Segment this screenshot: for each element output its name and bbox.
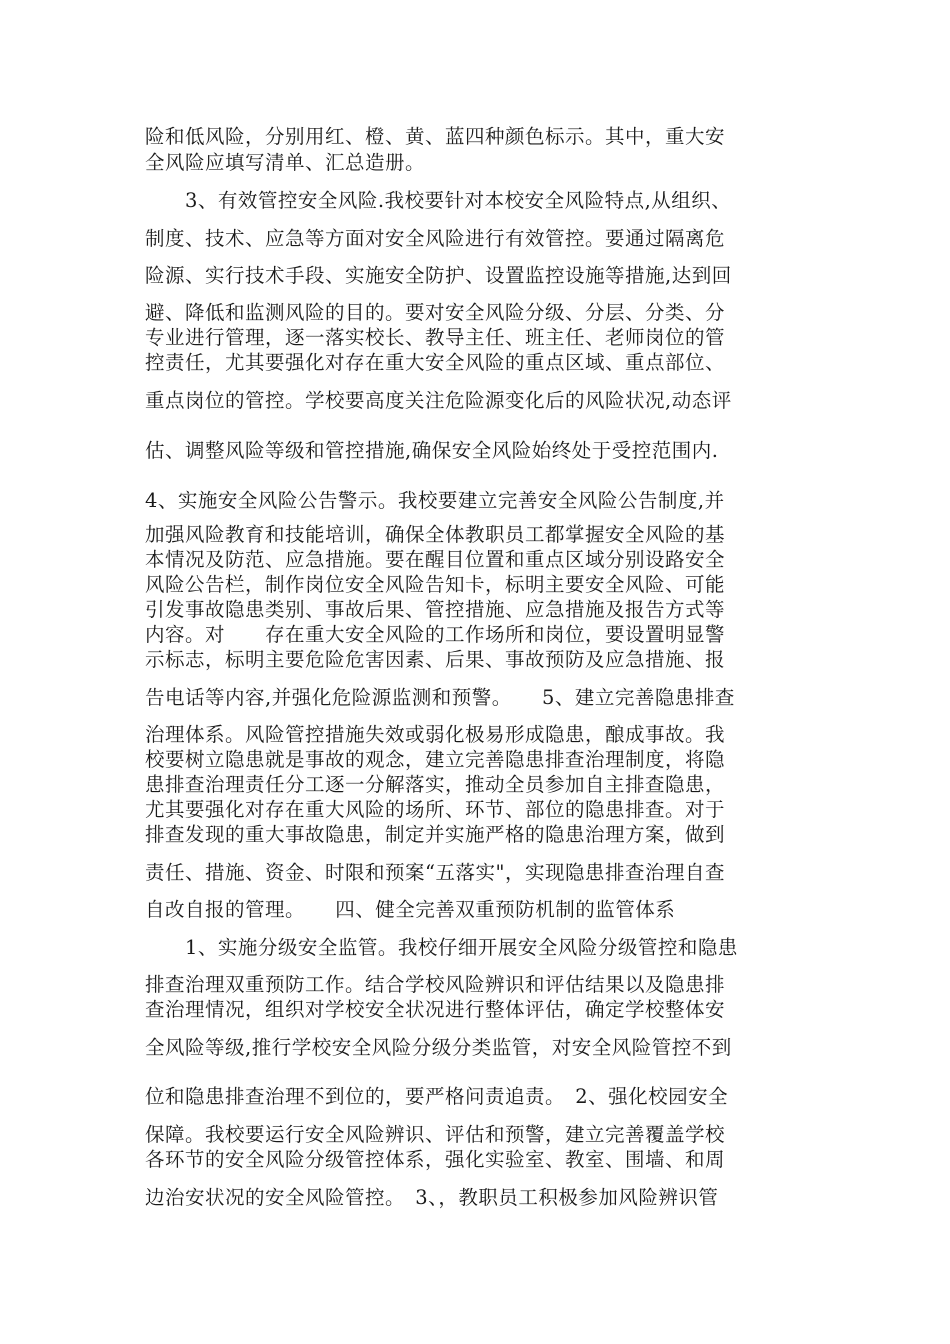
text-line: 风险公告栏，制作岗位安全风险告知卡，标明主要安全风险、可能 <box>145 573 726 596</box>
text-line: 4、实施安全风险公告警示。我校要建立完善安全风险公告制度,并 <box>145 489 725 512</box>
text-line: 避、降低和监测风险的目的。要对安全风险分级、分层、分类、分 <box>145 301 726 324</box>
text-line: 全风险应填写清单、汇总造册。 <box>145 151 426 174</box>
text-line: 险和低风险，分别用红、橙、黄、蓝四种颜色标示。其中，重大安 <box>145 125 726 148</box>
text-line: 估、调整风险等级和管控措施,确保安全风险始终处于受控范围内. <box>145 439 719 462</box>
text-line: 保障。我校要运行安全风险辨识、评估和预警，建立完善覆盖学校 <box>145 1123 726 1146</box>
text-line: 本情况及防范、应急措施。要在醒目位置和重点区域分别设路安全 <box>145 548 726 571</box>
text-line: 边治安状况的安全风险管控。 3、，教职员工积极参加风险辨识管 <box>145 1186 719 1209</box>
text-line: 排查治理双重预防工作。结合学校风险辨识和评估结果以及隐患排 <box>145 973 726 996</box>
text-line: 示标志，标明主要危险危害因素、后果、事故预防及应急措施、报 <box>145 648 726 671</box>
text-line: 患排查治理责任分工逐一分解落实，推动全员参加自主排查隐患， <box>145 773 726 796</box>
text-line: 尤其要强化对存在重大风险的场所、环节、部位的隐患排查。对于 <box>145 798 726 821</box>
text-line: 治理体系。风险管控措施失效或弱化极易形成隐患，酿成事故。我 <box>145 723 726 746</box>
text-line: 查治理情况，组织对学校安全状况进行整体评估，确定学校整体安 <box>145 998 726 1021</box>
text-line: 制度、技术、应急等方面对安全风险进行有效管控。要通过隔离危 <box>145 227 726 250</box>
text-line: 责任、措施、资金、时限和预案“五落实"，实现隐患排查治理自查 <box>145 861 725 884</box>
text-line: 控责任，尤其要强化对存在重大安全风险的重点区域、重点部位、 <box>145 351 726 374</box>
text-line: 专业进行管理，逐一落实校长、教导主任、班主任、老师岗位的管 <box>145 326 726 349</box>
text-line: 位和隐患排查治理不到位的，要严格问责追责。 2、强化校园安全 <box>145 1085 729 1108</box>
text-line: 险源、实行技术手段、实施安全防护、设置监控设施等措施,达到回 <box>145 264 732 287</box>
text-line: 1、实施分级安全监管。我校仔细开展安全风险分级管控和隐患 <box>145 936 738 959</box>
text-line: 全风险等级,推行学校安全风险分级分类监管，对安全风险管控不到 <box>145 1036 732 1059</box>
text-line: 排查发现的重大事故隐患，制定并实施严格的隐患治理方案，做到 <box>145 823 726 846</box>
text-line: 重点岗位的管控。学校要高度关注危险源变化后的风险状况,动态评 <box>145 389 732 412</box>
text-line: 引发事故隐患类别、事故后果、管控措施、应急措施及报告方式等 <box>145 598 726 621</box>
text-line: 各环节的安全风险分级管控体系，强化实验室、教室、围墙、和周 <box>145 1148 726 1171</box>
text-line: 校要树立隐患就是事故的观念，建立完善隐患排查治理制度，将隐 <box>145 748 726 771</box>
text-line: 加强风险教育和技能培训，确保全体教职员工都掌握安全风险的基 <box>145 523 726 546</box>
text-line: 3、有效管控安全风险.我校要针对本校安全风险特点,从组织、 <box>145 189 732 212</box>
text-line: 告电话等内容,并强化危险源监测和预警。 5、建立完善隐患排查 <box>145 686 735 709</box>
text-line: 自改自报的管理。 四、健全完善双重预防机制的监管体系 <box>145 898 676 921</box>
text-line: 内容。对 存在重大安全风险的工作场所和岗位，要设置明显警 <box>145 623 726 646</box>
